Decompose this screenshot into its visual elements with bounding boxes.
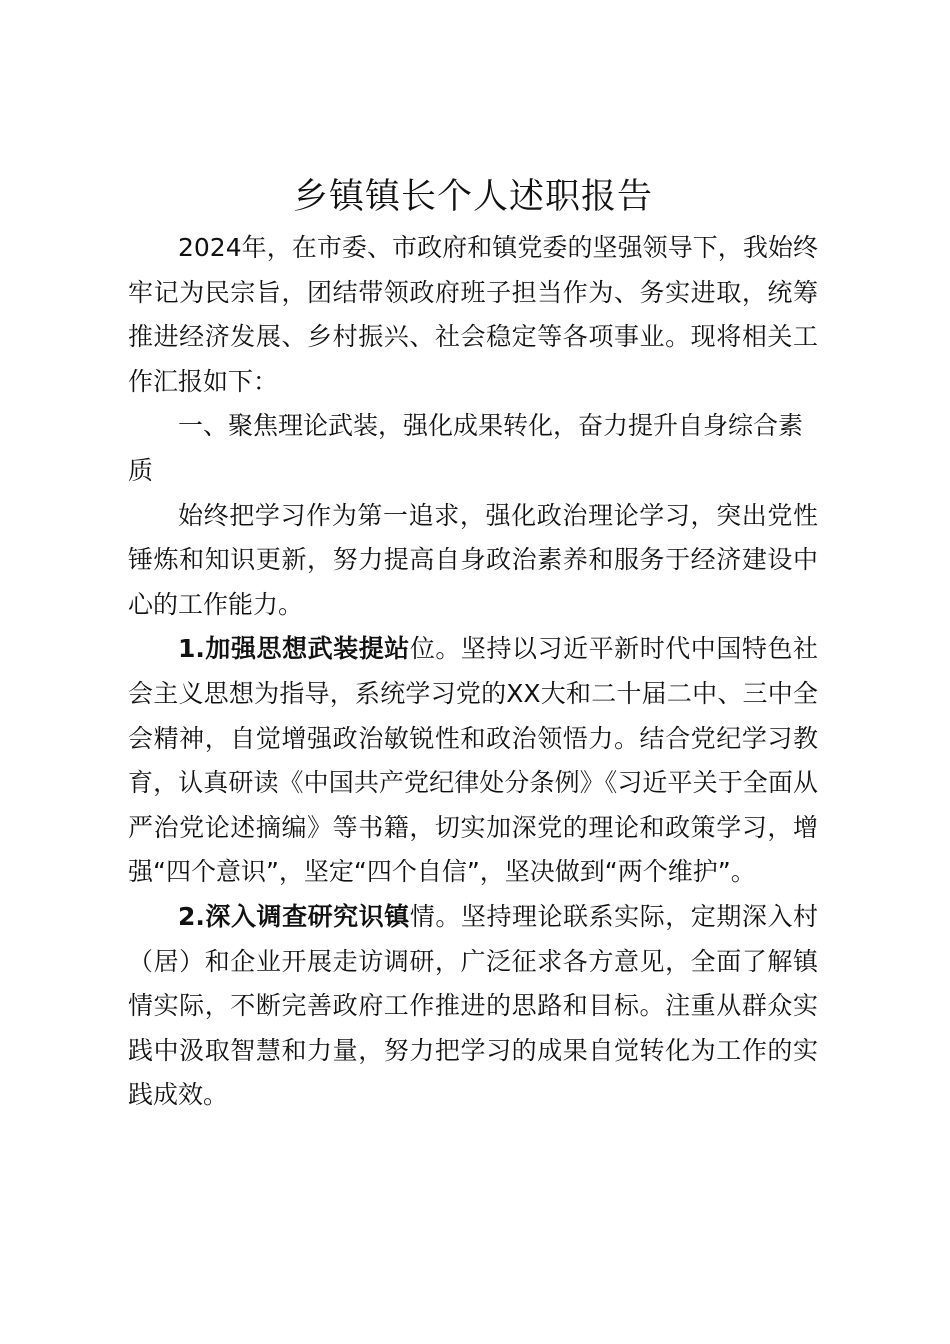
item-1-lead: 1.加强思想武装提站 bbox=[178, 634, 410, 664]
item-2-lead: 2.深入调查研究识镇 bbox=[178, 901, 410, 931]
item-1-body: 位。坚持以习近平新时代中国特色社会主义思想为指导，系统学习党的XX大和二十届二中、三中全会精神，自觉增强政治敏锐性和政治领悟力。结合党纪学习教育，认真研读《中国共产党纪律处分条例》《习近平关于全面从严治党论述摘编》等书籍，切实加深党的理论和政策学习，增强“四个意识”，坚定“四个自信”，坚决做到“两个维护”。 bbox=[128, 634, 818, 887]
document-page bbox=[128, 168, 818, 1118]
section-1-intro-paragraph: 始终把学习作为第一追求，强化政治理论学习，突出党性锤炼和知识更新，努力提高自身政治素养和服务于经济建设中心的工作能力。 bbox=[128, 500, 818, 619]
section-1-heading: 一、聚焦理论武装，强化成果转化，奋力提升自身综合素质 bbox=[128, 411, 804, 485]
document-title: 乡镇镇长个人述职报告 bbox=[292, 177, 653, 217]
item-2-paragraph bbox=[128, 895, 818, 1118]
item-2-body: 情。坚持理论联系实际，定期深入村（居）和企业开展走访调研，广泛征求各方意见，全面了解镇情实际，不断完善政府工作推进的思路和目标。注重从群众实践中汲取智慧和力量，努力把学习的成果自觉转化为工作的实践成效。 bbox=[128, 901, 818, 1110]
intro-paragraph: 2024年，在市委、市政府和镇党委的坚强领导下，我始终牢记为民宗旨，团结带领政府班子担当作为、务实进取，统筹推进经济发展、乡村振兴、社会稳定等各项事业。现将相关工作汇报如下： bbox=[128, 233, 818, 396]
item-1-paragraph bbox=[128, 627, 818, 895]
